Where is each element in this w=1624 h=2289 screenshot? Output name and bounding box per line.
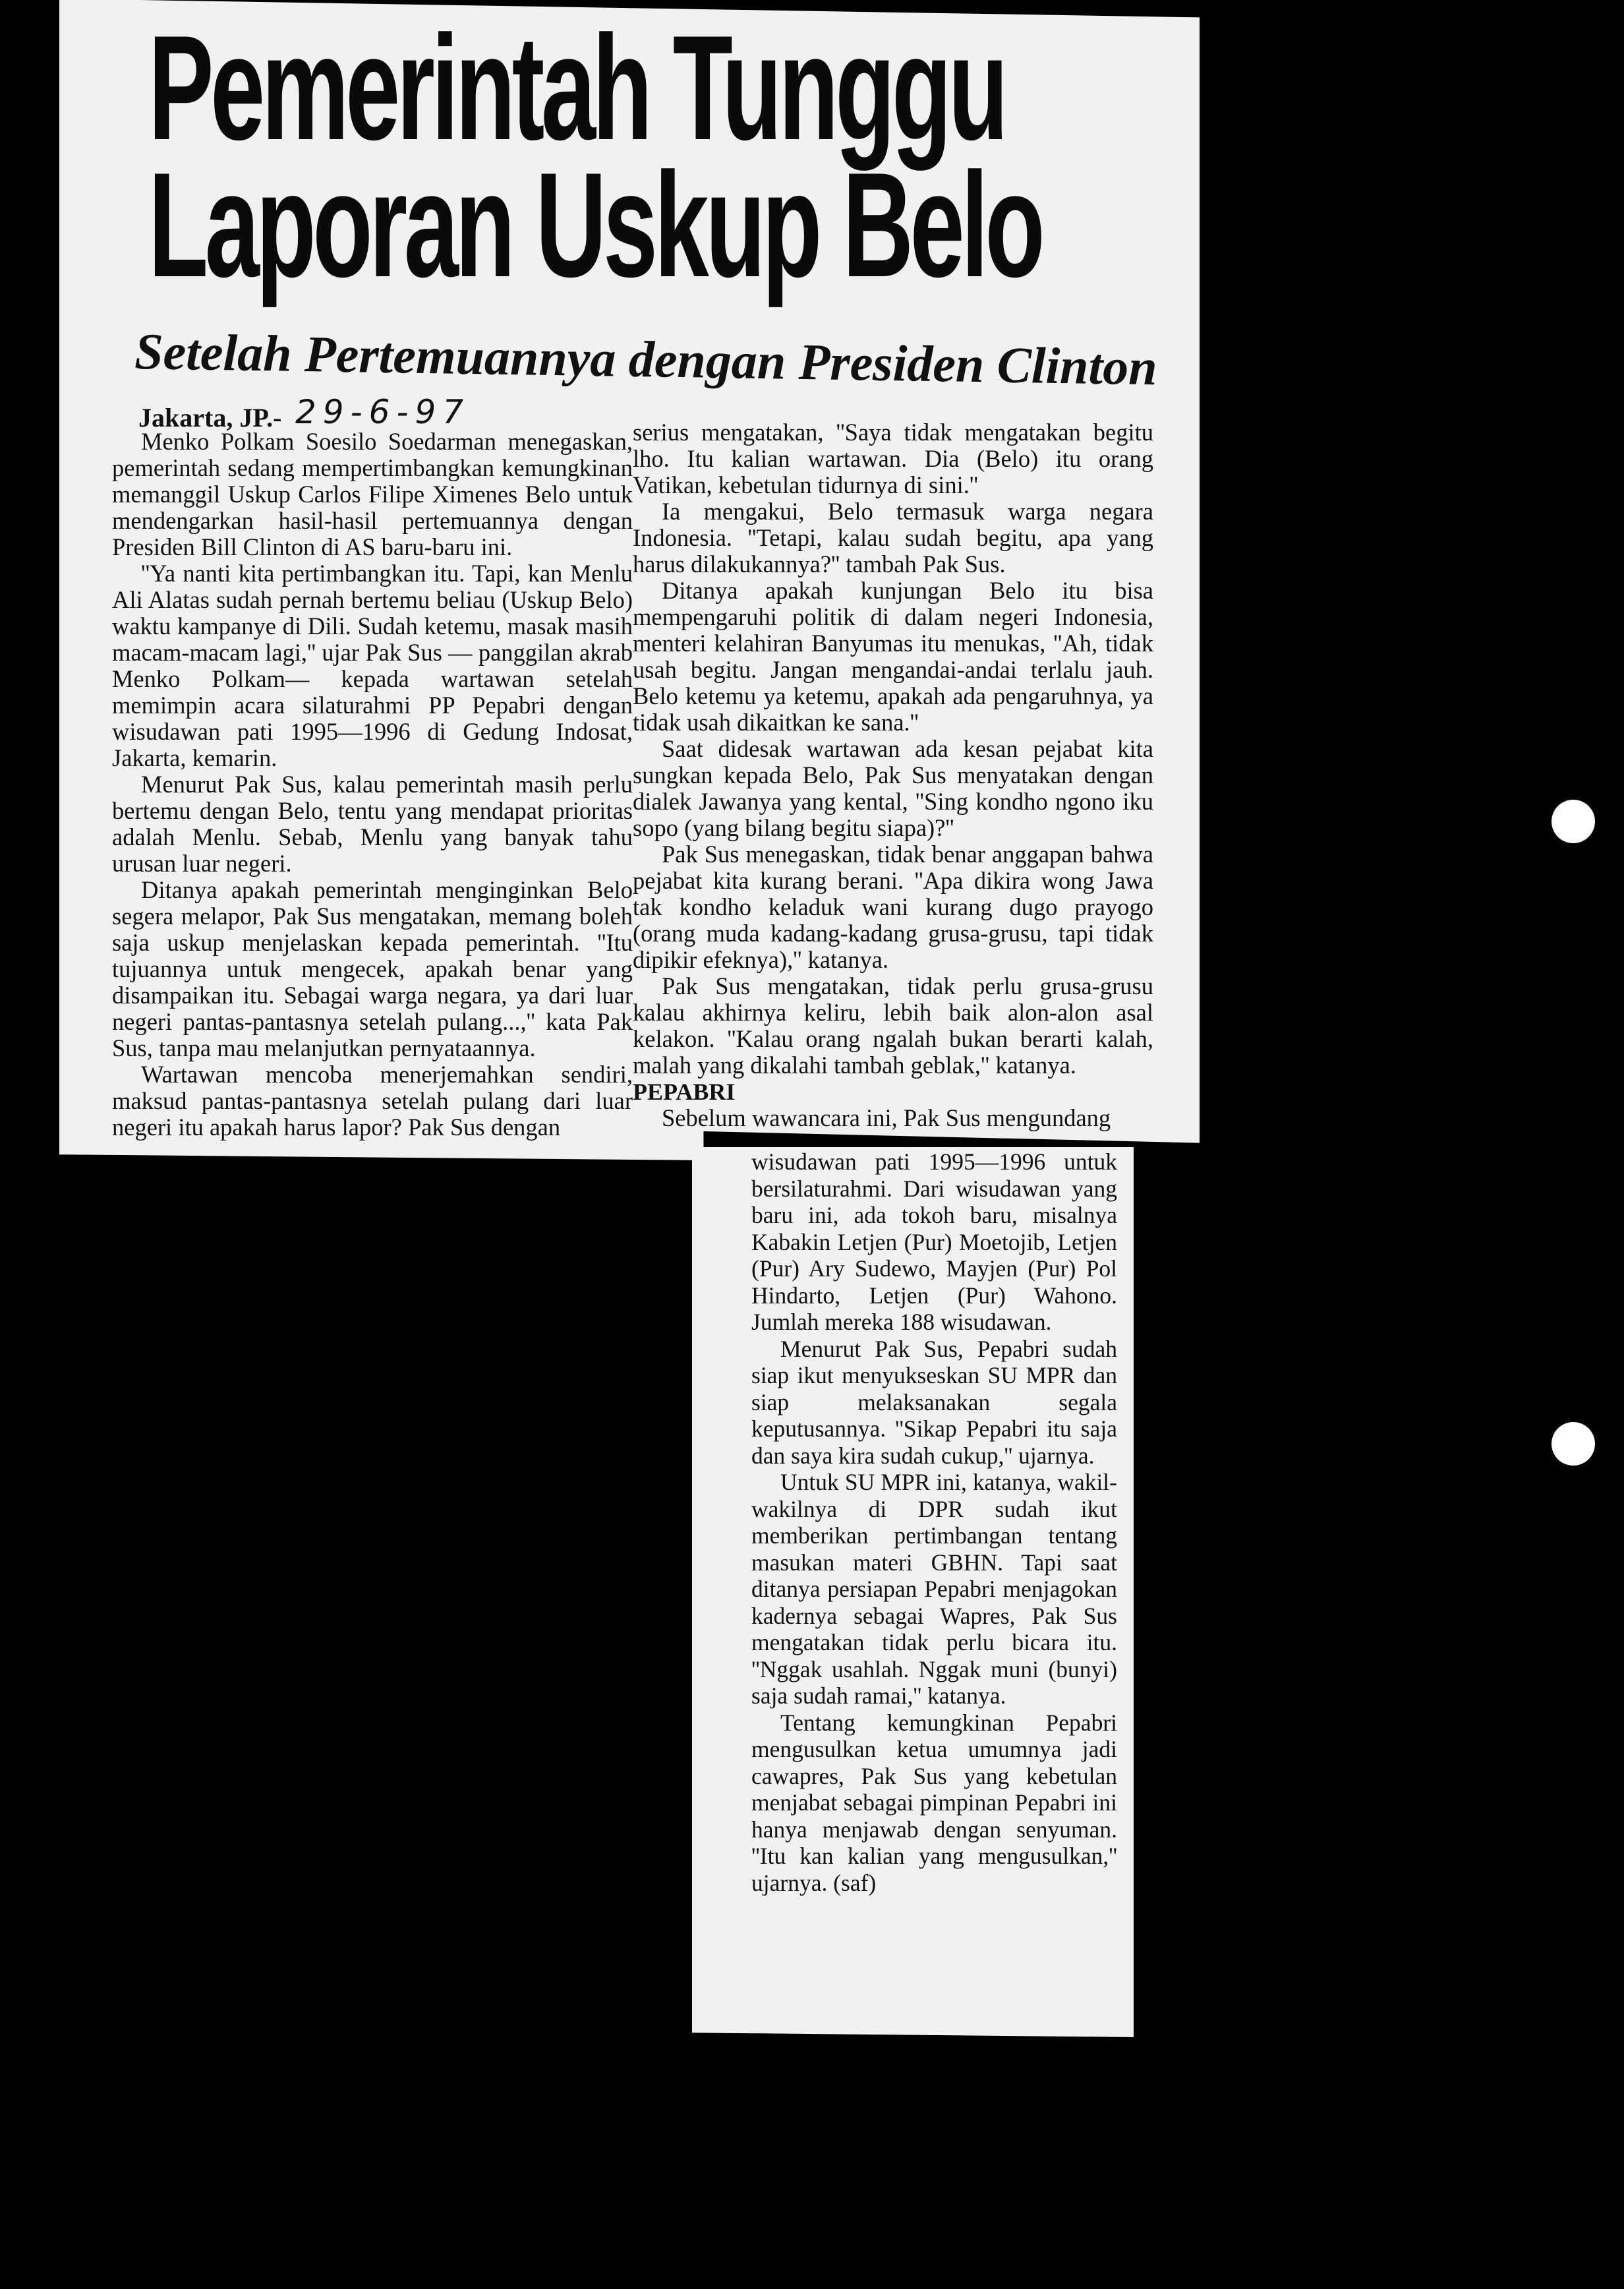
section-subhead: PEPABRI xyxy=(633,1079,736,1105)
dateline: Jakarta, JP.- xyxy=(138,403,282,432)
punch-hole xyxy=(1552,800,1595,843)
paragraph: Ia mengakui, Belo termasuk warga negara Indonesia. ''Tetapi, kalau sudah begitu, apa yang harus dilakukannya?'' tambah Pak Sus. xyxy=(633,498,1153,578)
paragraph: Saat didesak wartawan ada kesan pejabat kita sungkan kepada Belo, Pak Sus menyatakan dengan dialek Jawanya yang kental, ''Sing kondho ngono iku sopo (yang bilang begitu siapa)?'' xyxy=(633,735,1153,841)
paragraph: Pak Sus menegaskan, tidak benar anggapan bahwa pejabat kita kurang berani. ''Apa dikira wong Jawa tak kondho keladuk wani kurang dugo prayogo (orang muda kadang-kadang grusa-grusu, tapi tidak dipikir efeknya),'' katanya. xyxy=(633,841,1153,973)
paragraph: Sebelum wawancara ini, Pak Sus mengundang xyxy=(662,1104,1111,1131)
handwritten-date: 29-6-97 xyxy=(295,393,471,431)
paragraph: Menurut Pak Sus, kalau pemerintah masih perlu bertemu dengan Belo, tentu yang mendapat prioritas adalah Menlu. Sebab, Menlu yang banyak tahu urusan luar negeri. xyxy=(112,771,633,877)
paragraph: Ditanya apakah pemerintah menginginkan Belo segera melapor, Pak Sus mengatakan, memang boleh saja uskup menjelaskan kepada pemerintah. ''Itu tujuannya untuk mengecek, apakah benar yang disampaikan itu. Sebagai warga negara, ya dari luar negeri pantas-pantasnya setelah pulang...,'' kata Pak Sus, tanpa mau melanjutkan pernyataannya. xyxy=(112,876,633,1061)
headline-line-2: Laporan Uskup Belo xyxy=(148,141,1042,308)
article-column-3 xyxy=(751,1148,1117,1896)
punch-hole xyxy=(1552,1422,1595,1466)
paragraph: Pak Sus mengatakan, tidak perlu grusa-grusu kalau akhirnya keliru, lebih baik alon-alon asal kelakon. ''Kalau orang ngalah bukan berarti kalah, malah yang dikalahi tambah geblak,'' katanya. xyxy=(633,972,1153,1079)
paragraph: Ditanya apakah kunjungan Belo itu bisa mempengaruhi politik di dalam negeri Indonesia, menteri kelahiran Banyumas itu menukas, ''Ah, tidak usah begitu. Jangan mengandai-andai terlalu jauh. Belo ketemu ya ketemu, apakah ada pengaruhnya, ya tidak usah dikaitkan ke sana.'' xyxy=(633,577,1153,736)
paragraph: Untuk SU MPR ini, katanya, wakil-wakilnya di DPR sudah ikut memberikan pertimbangan tentang masukan materi GBHN. Tapi saat ditanya persiapan Pepabri menjagokan kadernya sebagai Wapres, Pak Sus mengatakan tidak perlu bicara itu. ''Nggak usahlah. Nggak muni (bunyi) saja sudah ramai,'' katanya. xyxy=(751,1469,1117,1709)
paragraph: wisudawan pati 1995—1996 untuk bersilaturahmi. Dari wisudawan yang baru ini, ada tokoh baru, misalnya Kabakin Letjen (Pur) Moetojib, Letjen (Pur) Ary Sudewo, Mayjen (Pur) Pol Hindarto, Letjen (Pur) Wahono. Jumlah mereka 188 wisudawan. xyxy=(751,1148,1117,1335)
paragraph: ''Ya nanti kita pertimbangkan itu. Tapi, kan Menlu Ali Alatas sudah pernah bertemu beliau (Uskup Belo) waktu kampanye di Dili. Sudah ketemu, masak masih macam-macam lagi,'' ujar Pak Sus — panggilan akrab Menko Polkam— kepada wartawan setelah memimpin acara silaturahmi PP Pepabri dengan wisudawan pati 1995—1996 di Gedung Indosat, Jakarta, kemarin. xyxy=(112,560,633,771)
paragraph: Menurut Pak Sus, Pepabri sudah siap ikut menyukseskan SU MPR dan siap melaksanakan segala keputusannya. ''Sikap Pepabri itu saja dan saya kira sudah cukup,'' ujarnya. xyxy=(751,1335,1117,1469)
article-column-2 xyxy=(633,419,1153,1131)
paragraph: Tentang kemungkinan Pepabri mengusulkan ketua umumnya jadi cawapres, Pak Sus yang kebetulan menjabat sebagai pimpinan Pepabri ini hanya menjawab dengan senyuman. ''Itu kan kalian yang mengusulkan,'' ujarnya. (saf) xyxy=(751,1709,1117,1896)
paragraph: Menko Polkam Soesilo Soedarman menegaskan, pemerintah sedang mempertimbangkan kemungkinan memanggil Uskup Carlos Filipe Ximenes Belo untuk mendengarkan hasil-hasil pertemuannya dengan Presiden Bill Clinton di AS baru-baru ini. xyxy=(112,428,633,560)
article-column-1 xyxy=(112,429,633,1141)
headline-line-1: Pemerintah Tunggu xyxy=(148,4,1005,171)
paragraph: Wartawan mencoba menerjemahkan sendiri, maksud pantas-pantasnya setelah pulang dari luar negeri itu apakah harus lapor? Pak Sus dengan xyxy=(112,1061,633,1141)
subtitle: Setelah Pertemuannya dengan Presiden Clinton xyxy=(134,322,1158,396)
paragraph: serius mengatakan, ''Saya tidak mengatakan begitu lho. Itu kalian wartawan. Dia (Belo) itu orang Vatikan, kebetulan tidurnya di sini.'' xyxy=(633,419,1153,498)
